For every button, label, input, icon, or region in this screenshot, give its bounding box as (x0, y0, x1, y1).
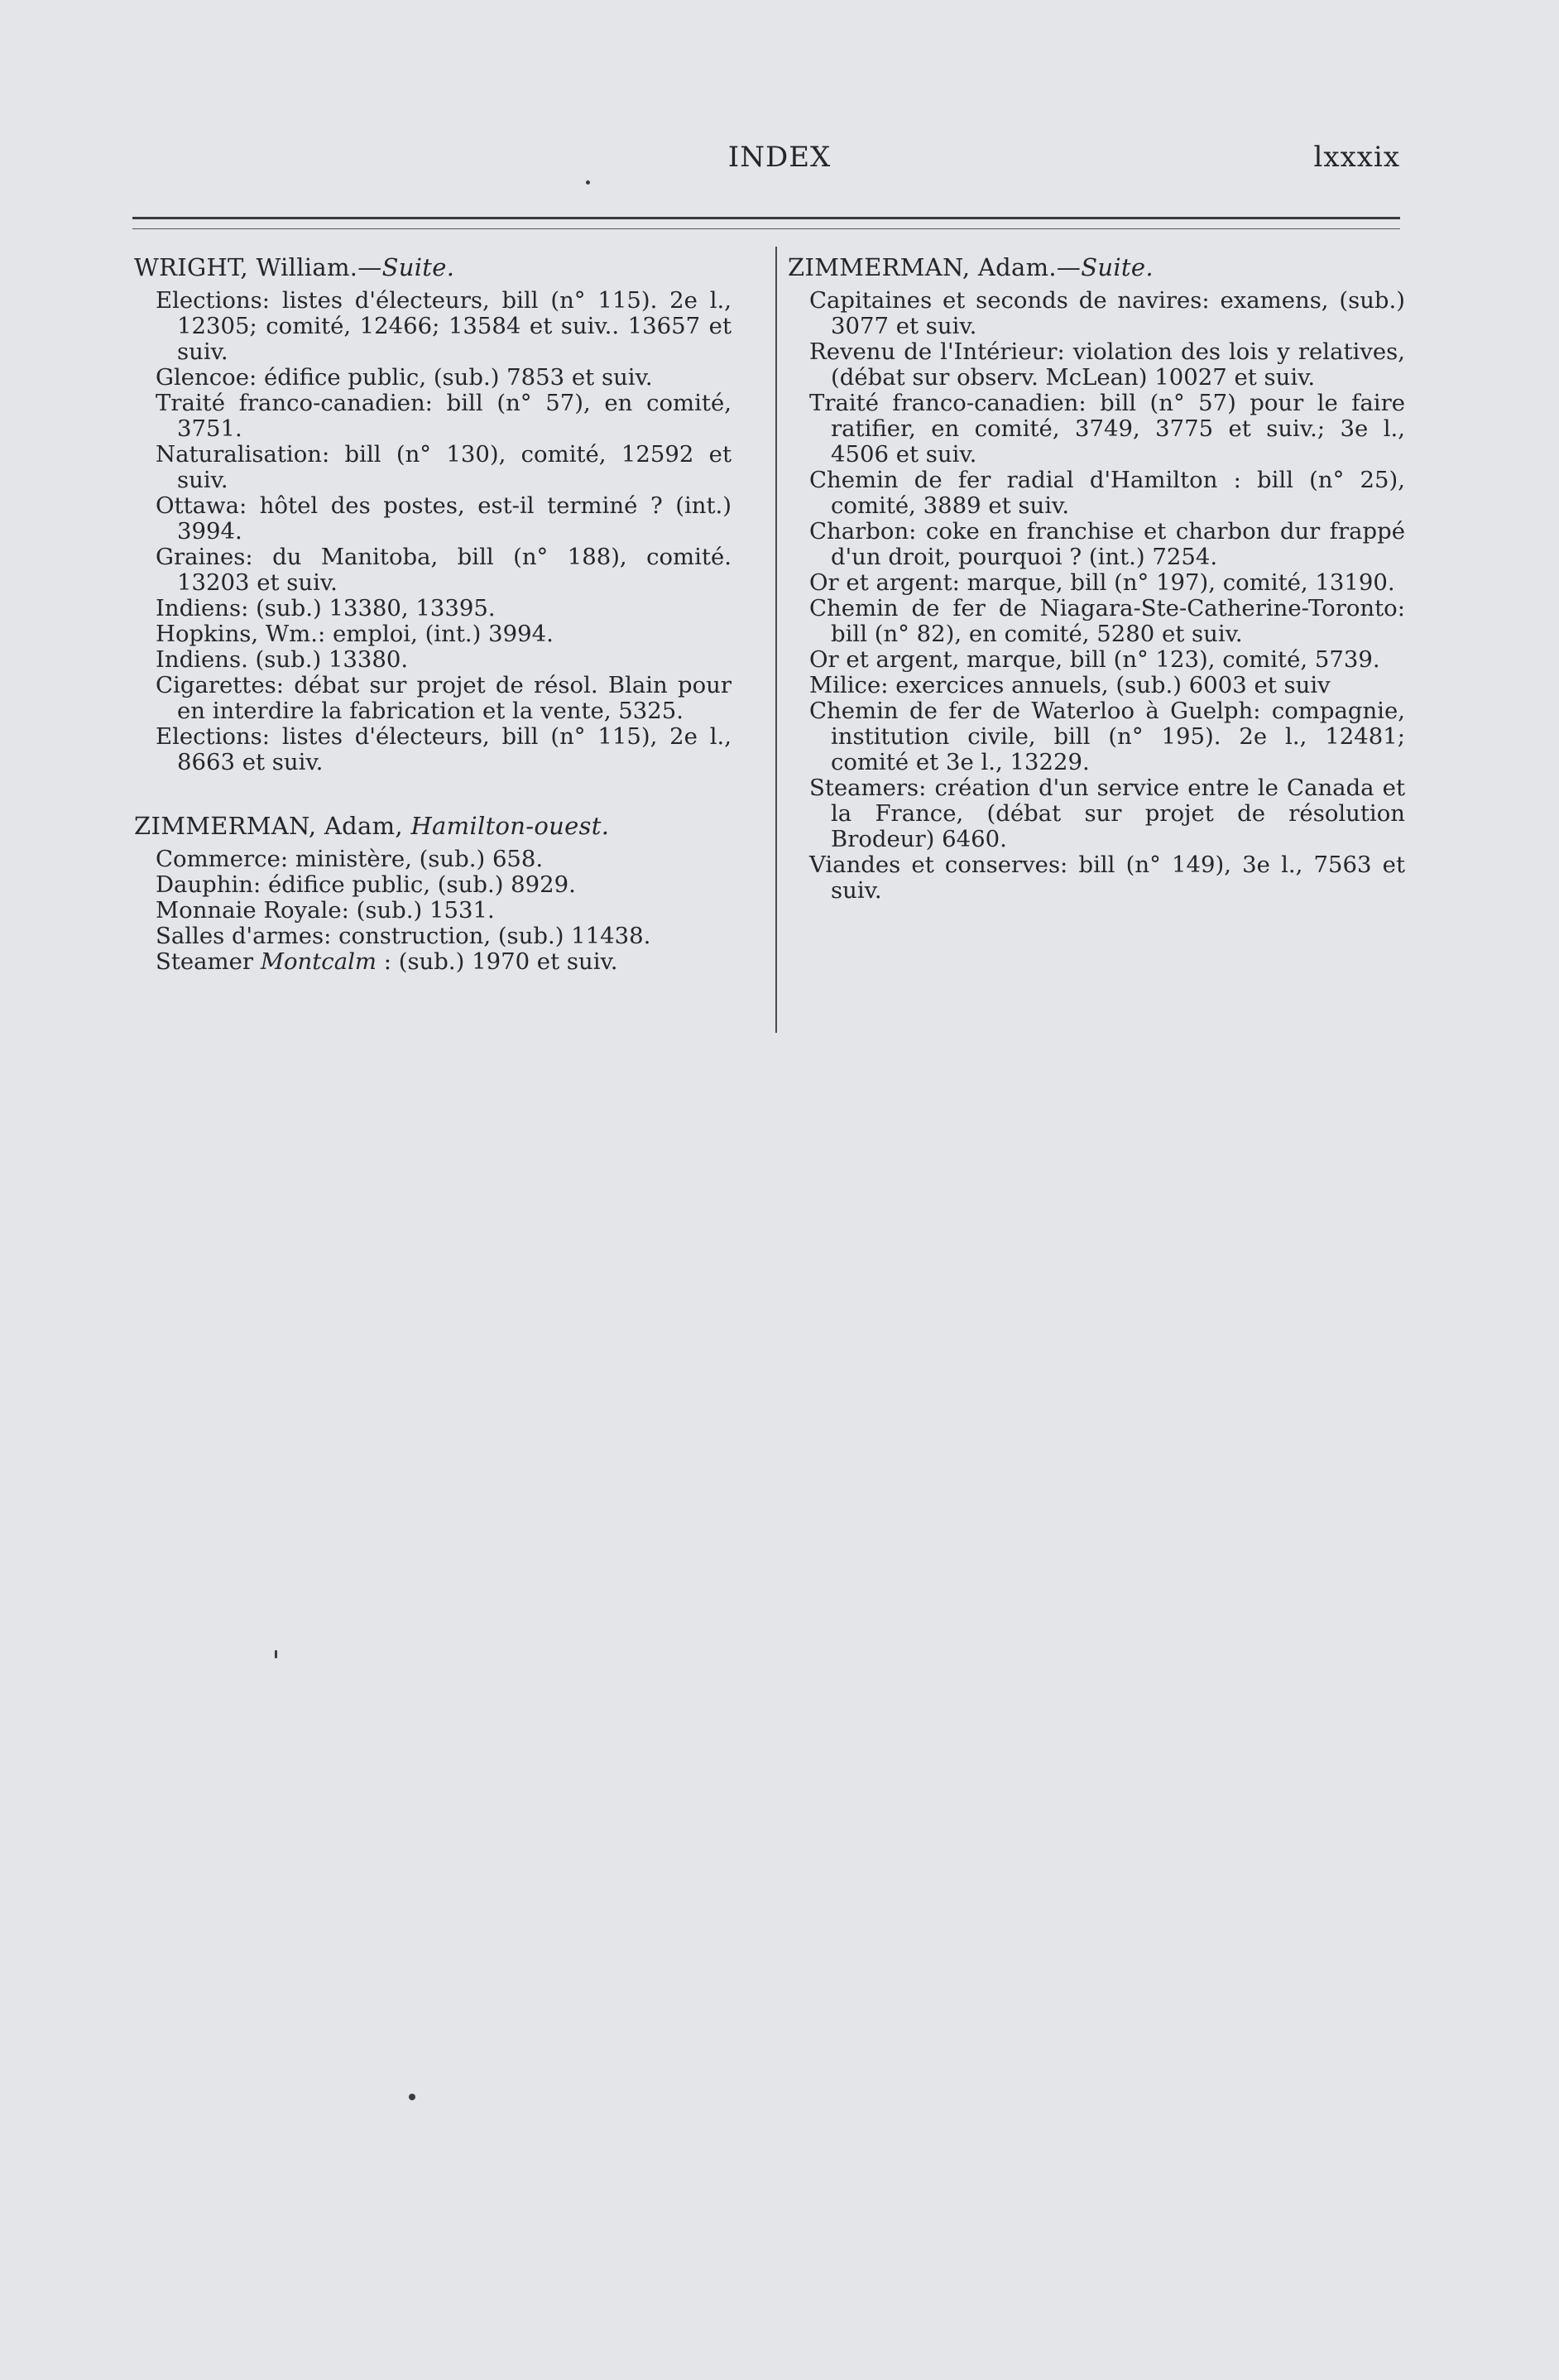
column-divider (775, 247, 777, 1033)
index-entry: Chemin de fer de Waterloo à Guelph: compagnie, institution civile, bill (n° 195). 2e l., 12481; comité et 3e l., 13229. (809, 698, 1405, 775)
entry-prefix: Steamer (156, 948, 261, 975)
index-entry: Milice: exercices annuels, (sub.) 6003 et suiv (809, 672, 1331, 698)
index-entry: Glencoe: édifice public, (sub.) 7853 et suiv. (156, 364, 653, 391)
header-rule-thin (132, 228, 1400, 229)
index-entry: Traité franco-canadien: bill (n° 57), en comité, 3751. (156, 390, 732, 442)
section-heading-wright (134, 253, 732, 281)
index-entry-steamer (134, 949, 732, 975)
heading-name: ZIMMERMAN, Adam. (788, 253, 1057, 281)
index-entry: Viandes et conserves: bill (n° 149), 3e l., 7563 et suiv. (809, 852, 1405, 904)
index-entry: Monnaie Royale: (sub.) 1531. (156, 897, 495, 924)
section-heading-zimmerman-suite (788, 253, 1405, 281)
index-entry: Salles d'armes: construction, (sub.) 11438. (156, 923, 651, 949)
index-entry: Indiens: (sub.) 13380, 13395. (156, 595, 496, 621)
running-title: INDEX (727, 141, 832, 174)
index-entry: Ottawa: hôtel des postes, est-il terminé ? (int.) 3994. (156, 492, 732, 545)
index-entry: Chemin de fer de Niagara-Ste-Catherine-Toronto: bill (n° 82), en comité, 5280 et suiv. (809, 595, 1405, 647)
heading-name: WRIGHT, William. (134, 253, 358, 281)
index-entry: Naturalisation: bill (n° 130), comité, 12592 et suiv. (156, 441, 732, 493)
ship-name: Montcalm (260, 948, 377, 975)
entry-suffix: : (sub.) 1970 et suiv. (376, 948, 618, 975)
index-entry: Revenu de l'Intérieur: violation des lois y relatives, (débat sur observ. McLean) 10027 et suiv. (809, 338, 1405, 391)
index-entry: Graines: du Manitoba, bill (n° 188), comité. 13203 et suiv. (156, 544, 732, 596)
heading-qualifier: —Suite. (1056, 253, 1154, 281)
index-entry: Or et argent: marque, bill (n° 197), comité, 13190. (809, 569, 1395, 596)
index-entry: Elections: listes d'électeurs, bill (n° 115), 2e l., 8663 et suiv. (156, 723, 732, 775)
left-column (134, 253, 732, 975)
index-entry: Indiens. (sub.) 13380. (156, 646, 409, 673)
index-entry: Charbon: coke en franchise et charbon dur frappé d'un droit, pourquoi ? (int.) 7254. (809, 518, 1405, 570)
paper-speck (586, 180, 590, 185)
heading-qualifier: Hamilton-ouest. (410, 812, 610, 840)
paper-speck (409, 2094, 415, 2100)
index-entry: Steamers: création d'un service entre le Canada et la France, (débat sur projet de résolution Brodeur) 6460. (809, 775, 1405, 852)
index-entry: Dauphin: édifice public, (sub.) 8929. (156, 871, 576, 898)
index-entry: Or et argent, marque, bill (n° 123), comité, 5739. (809, 646, 1380, 673)
heading-qualifier: —Suite. (357, 253, 455, 281)
index-entry: Capitaines et seconds de navires: examens, (sub.) 3077 et suiv. (809, 287, 1405, 339)
right-column (788, 253, 1405, 904)
index-entry: Traité franco-canadien: bill (n° 57) pour le faire ratifier, en comité, 3749, 3775 et suiv.; 3e l., 4506 et suiv. (809, 390, 1405, 468)
page-number: lxxxix (1313, 141, 1400, 174)
paper-speck (275, 1650, 277, 1658)
section-heading-zimmerman (134, 812, 732, 840)
index-entry: Commerce: ministère, (sub.) 658. (156, 846, 544, 872)
index-entry: Chemin de fer radial d'Hamilton : bill (n° 25), comité, 3889 et suiv. (809, 467, 1405, 519)
heading-name: ZIMMERMAN, Adam, (134, 812, 403, 840)
index-entry: Hopkins, Wm.: emploi, (int.) 3994. (156, 621, 554, 647)
index-entry: Cigarettes: débat sur projet de résol. Blain pour en interdire la fabrication et la vente, 5325. (156, 672, 732, 724)
index-entry: Elections: listes d'électeurs, bill (n° 115). 2e l., 12305; comité, 12466; 13584 et suiv.. 13657 et suiv. (156, 287, 732, 365)
header-rule-thick (132, 217, 1400, 219)
section-gap (134, 775, 732, 812)
